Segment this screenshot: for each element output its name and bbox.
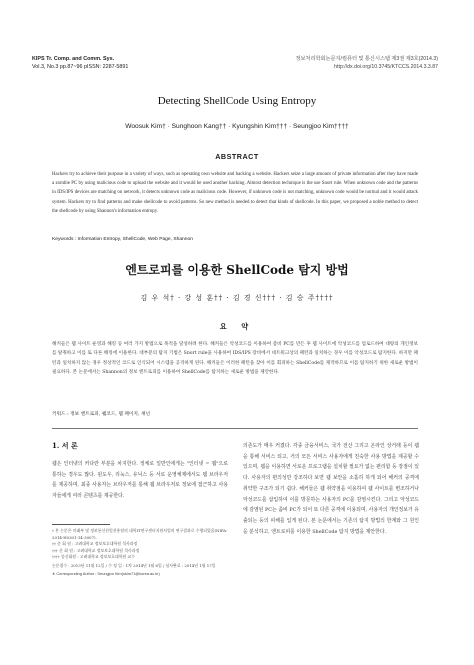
journal-header-right xyxy=(295,55,438,71)
korean-abstract-body: 해커들은 웹 사이트 운영과 해킹 등 여러 가지 방법으로 목적을 달성하려 한다. 해커들은 악성코드를 이용하여 좀비 PC를 만든 후 웹 사이트에 악성코드를 업로드하여 대량의 개인정보를 탈취하고 이를 또 다른 해킹에 이용한다. 대부분의 탐지 기법은 Snort rule을 사용하여 IDS/IPS 장비에서 네트워크상의 패턴과 일치하는 경우 이를 악성코드로 탐지한다. 하지만 패턴과 일치하지 않는 경우 정상적인 코드로 인식되어 시스템을 공격하게 된다. 해커들은 이러한 패턴을 찾아 이를 회피하는 ShellCode를 제작하므로 이를 탐지하기 위한 새로운 방법이 필요하다. 본 논문에서는 Shannon의 정보 엔트로피를 이용하여 ShellCode를 탐지하는 새로운 방법을 제안한다. xyxy=(52,342,418,376)
journal-volume: Vol.3, No.3 pp.87~96 pISSN: 2287-5891 xyxy=(32,64,129,70)
journal-korean-name: 정보처리학회논문지/컴퓨터 및 통신시스템 제3권 제3호(2014.3) xyxy=(295,56,438,62)
korean-title: 엔트로피를 이용한 ShellCode 탐지 방법 xyxy=(125,263,349,277)
keywords-english: Keywords : Information Entropy, ShellCode, Web Page, Shannon xyxy=(52,237,193,242)
keywords-korean: 키워드 : 정보 엔트로피, 쉘코드, 웹 페이지, 섀넌 xyxy=(52,412,150,417)
doi[interactable]: http://dx.doi.org/10.3745/KTCCS.2014.3.3.87 xyxy=(334,64,438,70)
submission-dates: 논문접수 : 2013년 11월 12일 / 수 정 일 : 1차 2014년 1월 6일 / 심사완료 : 2014년 1월 17일 xyxy=(52,562,216,568)
paper-title: Detecting ShellCode Using Entropy xyxy=(157,95,317,107)
footnote-line: ††† 준 회 원 : 고려대학교 정보보호대학원 석사과정 xyxy=(52,547,140,553)
journal-name: KIPS Tr. Comp. and Comm. Sys. xyxy=(32,56,115,62)
abstract-heading: ABSTRACT xyxy=(215,152,259,161)
footnote-line: †† 준 회 원 : 고려대학교 정보보호대학원 석사과정 xyxy=(52,541,138,546)
intro-right-column: 의존도가 매우 커졌다. 각종 금융서비스, 국가 전산 그리고 온라인 상거래 등이 웹을 통해 서비스 되고, 거의 모든 서비스 사용자에게 친숙한 사용 방법을 제공할 수 있으며, 웹을 이용하면 서로운 프로그램을 설치할 필요가 없는 편리함 등 장점이 있다. 사용자의 편의성만 강조하다 보면 웹 보안을 소홀히 하게 되어 해커의 공격에 취약한 구조가 되기 쉽다. 해커들은 웹 취약점을 이용하여 웹 사이트를 변조하거나 악성코드를 삽입하여 이를 방문하는 사용자의 PC를 감염시킨다. 그리고 악성코드에 감염된 PC는 좀비 PC가 되어 또 다른 공격에 이용되며, 사용자의 개인정보가 유출되는 등의 피해를 입게 된다. 본 논문에서는 기존의 탐지 방법의 한계와 그 원인을 분석하고, 엔트로피를 이용한 ShellCode 탐지 방법을 제안한다. xyxy=(243,443,420,535)
footnotes xyxy=(52,528,230,578)
intro-heading: 1. 서 론 xyxy=(52,441,78,450)
corresponding-author: ∗ Corresponding Author : Seungjoo Kim(skim71@korea.ac.kr) xyxy=(52,571,160,576)
korean-abstract-heading: 요 약 xyxy=(219,322,255,331)
footnote-line: †††† 종신회원 : 고려대학교 정보보호대학원 교수 xyxy=(52,554,135,559)
footnote-line: † 본 논문은 미래부 및 정보통신산업진흥원의 대학IT연구센터지원사업의 연구결과로 수행되었음(NIPA-2014-H0301-14-3007). xyxy=(52,528,228,540)
footnote-divider xyxy=(52,524,110,525)
korean-author-list: 김 우 석† · 강 성 훈†† · 김 경 신††† · 김 승 주†††† xyxy=(140,294,334,302)
section-divider xyxy=(52,428,418,429)
intro-left-column: 웹은 인터넷의 커다란 부분을 차지한다. 정체로 일반인에게는 "인터넷 = 웹"으로 통하는 경우도 많다. 윈도우, 리눅스, 유닉스 등 서로 운영체제에서도 웹 브라우저를 제공하며, 최종 사용자는 브라우저를 통해 웹 브라우저로 정보에 접근하고 사용자들에게 여러 콘텐츠를 제공한다. xyxy=(52,461,228,500)
journal-header xyxy=(32,55,128,71)
author-list: Woosuk Kim† · Sunghoon Kang†† · Kyungshin Kim††† · Seungjoo Kim†††† xyxy=(125,123,349,130)
abstract-body: Hackers try to achieve their purpose in a variety of ways, such as operating own website and hacking a website. Hackers seize a large amount of private information after they have made a zombie PC by using malicious code to upload the website and it would be used another hacking. Almost detection technique is the use Snort rule. When unknown code and the patterns in IDS/IPS devices are matching on network, it detects unknown code as malicious code. However, if unknown code is not matching, unknown code would be normal and it would attack system. Hackers try to find patterns and make shellcode to avoid patterns. So new method is needed to detect that kinds of shellcode. In this paper, we proposed a noble method to detect the shellcode by using Shannon's information entropy. xyxy=(52,172,418,214)
